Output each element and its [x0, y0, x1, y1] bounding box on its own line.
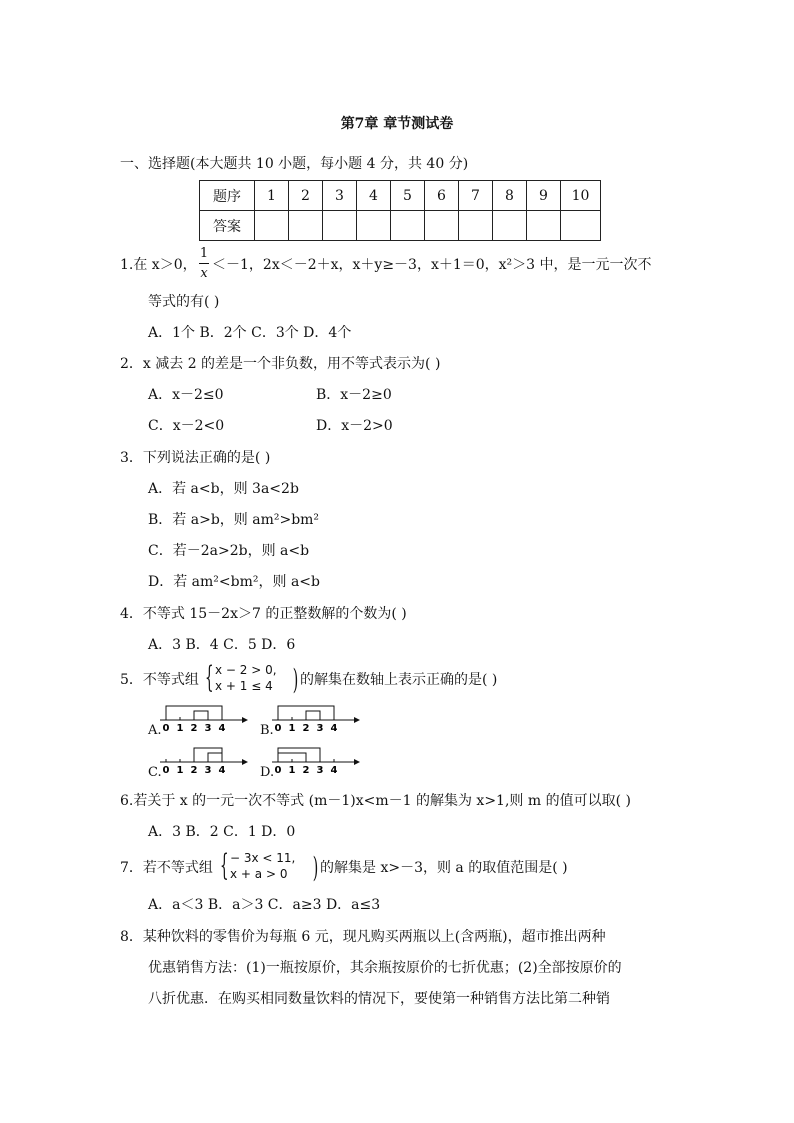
- answer-cell[interactable]: [323, 211, 357, 241]
- table-number-cell: 4: [357, 181, 391, 211]
- q3-stem: 3．下列说法正确的是( ): [120, 450, 271, 466]
- q5-label-a: A.: [148, 723, 162, 738]
- q5-number-line-b: [272, 702, 362, 736]
- q5-number-line-a: [160, 702, 250, 736]
- table-header-cell: 答案: [200, 211, 255, 241]
- q5-label-d: D.: [260, 765, 275, 780]
- q5-system-line1: x − 2 > 0,: [215, 663, 277, 677]
- tick-label: 2: [302, 723, 310, 734]
- q5-system: [215, 662, 277, 694]
- tick-label: 0: [274, 765, 282, 776]
- answer-cell[interactable]: [357, 211, 391, 241]
- answer-table: [199, 180, 601, 241]
- q5-number-line-d: [272, 744, 362, 778]
- tick-label: 1: [288, 765, 296, 776]
- arrow-head-icon: [242, 717, 248, 723]
- q3-option-d: D．若 am²<bm²，则 a<b: [148, 574, 320, 590]
- q7-brace: {: [220, 848, 229, 883]
- q1-options: A．1个 B．2个 C．3个 D．4个: [148, 325, 352, 341]
- answer-cell[interactable]: [425, 211, 459, 241]
- q7-system-line1: − 3x < 11,: [230, 851, 296, 865]
- tick-label: 4: [218, 765, 226, 776]
- solution-bracket: [278, 748, 320, 762]
- q3-option-a: A．若 a<b，则 3a<2b: [148, 481, 299, 497]
- tick-label: 1: [176, 723, 184, 734]
- q7-system: [230, 850, 295, 882]
- page-title: 第7章 章节测试卷: [340, 116, 454, 132]
- q2-option-a: A．x－2≤0: [148, 387, 224, 403]
- tick-label: 1: [176, 765, 184, 776]
- tick-label: 4: [330, 723, 338, 734]
- answer-cell[interactable]: [391, 211, 425, 241]
- q5-system-close: ): [292, 663, 299, 696]
- q5-lead: 5．不等式组: [120, 672, 199, 688]
- q5-brace: {: [205, 660, 214, 695]
- q5-system-line2: x + 1 ≤ 4: [215, 679, 273, 693]
- table-number-cell: 9: [527, 181, 561, 211]
- tick-label: 4: [330, 765, 338, 776]
- tick-label: 1: [288, 723, 296, 734]
- q2-stem: 2．x 减去 2 的差是一个非负数，用不等式表示为( ): [120, 356, 441, 372]
- fraction-bar: [199, 263, 209, 264]
- tick-label: 0: [162, 765, 170, 776]
- q2-option-c: C．x－2<0: [148, 418, 225, 434]
- table-header-cell: 题序: [200, 181, 255, 211]
- table-number-cell: 1: [255, 181, 289, 211]
- table-number-cell: 7: [459, 181, 493, 211]
- q7-system-close: ): [312, 851, 319, 884]
- tick-label: 2: [190, 723, 198, 734]
- answer-cell[interactable]: [527, 211, 561, 241]
- q1-lead: 1.在 x＞0，: [120, 257, 197, 273]
- solution-bracket: [208, 753, 222, 762]
- answer-cell[interactable]: [493, 211, 527, 241]
- answer-cell[interactable]: [459, 211, 493, 241]
- table-number-cell: 8: [493, 181, 527, 211]
- q6-stem: 6.若关于 x 的一元一次不等式 (m－1)x<m－1 的解集为 x>1,则 m 的值可以取( ): [120, 793, 631, 809]
- fraction-denominator: x: [200, 266, 208, 281]
- q3-option-b: B．若 a>b，则 am²>bm²: [148, 512, 320, 528]
- q4-stem: 4．不等式 15－2x＞7 的正整数解的个数为( ): [120, 606, 407, 622]
- q3-option-c: C．若－2a>2b，则 a<b: [148, 543, 310, 559]
- q8-line3: 八折优惠．在购买相同数量饮料的情况下，要使第一种销售方法比第二种销: [148, 991, 610, 1007]
- arrow-head-icon: [242, 759, 248, 765]
- tick-label: 2: [190, 765, 198, 776]
- section-heading: 一、选择题(本大题共 10 小题，每小题 4 分，共 40 分): [120, 156, 469, 172]
- table-number-cell: 5: [391, 181, 425, 211]
- answer-cell[interactable]: [561, 211, 601, 241]
- answer-table-answer-row: [200, 211, 601, 241]
- q1-fraction: [199, 246, 209, 281]
- q5-number-line-c: [160, 744, 250, 778]
- q5-label-c: C.: [148, 765, 162, 780]
- table-number-cell: 3: [323, 181, 357, 211]
- q4-options: A．3 B．4 C．5 D．6: [148, 637, 296, 653]
- tick-label: 2: [302, 765, 310, 776]
- q8-line2: 优惠销售方法：(1)一瓶按原价，其余瓶按原价的七折优惠；(2)全部按原价的: [148, 960, 622, 976]
- q5-label-b: B.: [260, 723, 274, 738]
- solution-bracket: [194, 711, 208, 720]
- q8-line1: 8．某种饮料的零售价为每瓶 6 元，现凡购买两瓶以上(含两瓶)，超市推出两种: [120, 929, 606, 945]
- q6-options: A．3 B．2 C．1 D．0: [148, 824, 296, 840]
- tick-label: 3: [204, 765, 212, 776]
- table-number-cell: 2: [289, 181, 323, 211]
- q1-line2: 等式的有( ): [148, 294, 220, 310]
- q2-option-b: B．x－2≥0: [316, 387, 392, 403]
- solution-bracket: [306, 711, 320, 720]
- answer-cell[interactable]: [255, 211, 289, 241]
- q5-tail: 的解集在数轴上表示正确的是( ): [300, 672, 498, 688]
- answer-cell[interactable]: [289, 211, 323, 241]
- q2-option-d: D．x－2>0: [316, 418, 393, 434]
- fraction-numerator: 1: [199, 246, 209, 261]
- tick-label: 3: [204, 723, 212, 734]
- tick-label: 4: [218, 723, 226, 734]
- tick-label: 3: [316, 723, 324, 734]
- q7-options: A．a＜3 B．a＞3 C．a≥3 D．a≤3: [148, 897, 381, 913]
- arrow-head-icon: [354, 759, 360, 765]
- answer-table-number-row: [200, 181, 601, 211]
- q7-tail: 的解集是 x>－3，则 a 的取值范围是( ): [320, 860, 568, 876]
- q7-lead: 7．若不等式组: [120, 860, 213, 876]
- table-number-cell: 6: [425, 181, 459, 211]
- q1-rest: ＜－1，2x＜－2＋x，x＋y≥－3，x＋1＝0，x²＞3 中，是一元一次不: [212, 257, 652, 273]
- tick-label: 0: [162, 723, 170, 734]
- q7-system-line2: x + a > 0: [230, 867, 288, 881]
- table-number-cell: 10: [561, 181, 601, 211]
- tick-label: 3: [316, 765, 324, 776]
- arrow-head-icon: [354, 717, 360, 723]
- tick-label: 0: [274, 723, 282, 734]
